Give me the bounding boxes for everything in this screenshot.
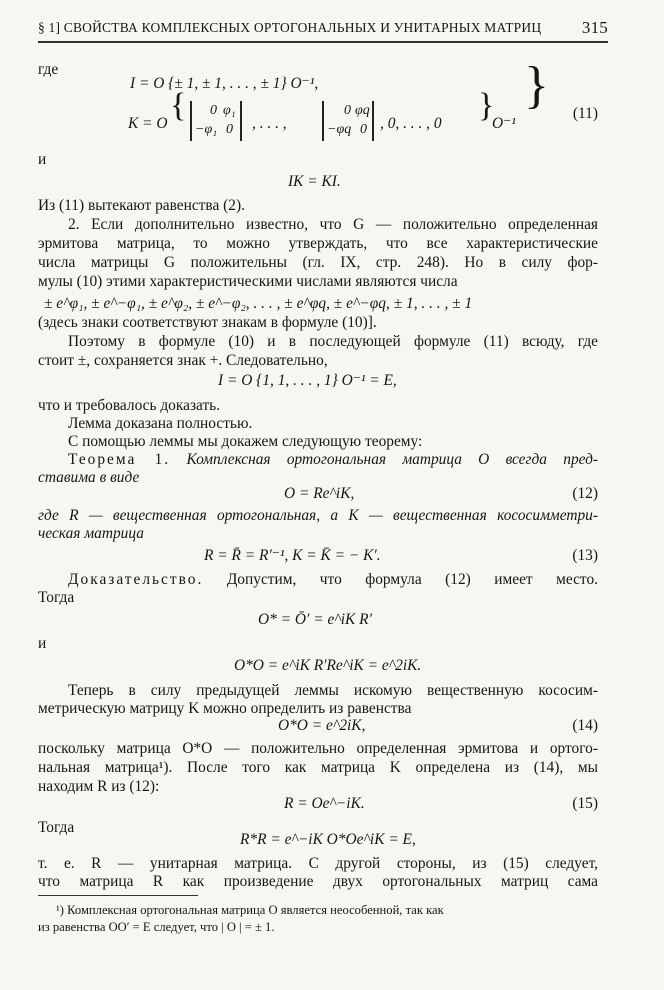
equation-K-mid: , . . . , xyxy=(252,115,287,132)
matrix-cell: 0 xyxy=(344,103,351,118)
equation-IK: IK = KI. xyxy=(288,173,341,190)
matrix-cell: −φq xyxy=(327,122,352,137)
matrix-phi1 xyxy=(190,101,242,141)
matrix-phiq xyxy=(322,101,374,141)
eqnum-15: (15) xyxy=(572,795,598,812)
brace-open: { xyxy=(170,87,187,124)
equation-15: R = Oe^−iK. xyxy=(284,795,365,812)
running-header xyxy=(38,18,608,38)
text-line: находим R из (12): xyxy=(38,778,160,795)
text-line: Поэтому в формуле (10) и в последующей формуле (11) всюду, где xyxy=(68,333,598,350)
equation-IE: I = O {1, 1, . . . , 1} O⁻¹ = E, xyxy=(218,372,397,389)
eqnum-13: (13) xyxy=(572,547,598,564)
footnote-line: из равенства OO′ = E следует, что | O | = ± 1. xyxy=(38,920,275,934)
text-line: Тогда xyxy=(38,589,75,606)
text-then: Тогда xyxy=(38,819,75,836)
equation-RR: R*R = e^−iK O*Oe^iK = E, xyxy=(240,831,416,848)
text-line: что и требовалось доказать. xyxy=(38,397,221,414)
text-and-1: и xyxy=(38,151,47,168)
text-line: нальная матрица¹). После того как матрица K определена из (14), мы xyxy=(38,759,598,776)
text-line: Лемма доказана полностью. xyxy=(68,415,253,432)
proof-title: Доказательство. xyxy=(68,571,204,588)
right-brace: } xyxy=(524,57,549,114)
theorem-line: где R — вещественная ортогональная, а K — вещественная кососимметри- xyxy=(38,507,598,524)
equation-Ostar: O* = Ō′ = e^iK R′ xyxy=(258,611,372,628)
text-line: (здесь знаки соответствуют знакам в формуле (10)]. xyxy=(38,314,377,331)
text-line: 2. Если дополнительно известно, что G — положительно определенная xyxy=(68,216,598,233)
footnote-rule xyxy=(38,895,198,896)
equation-12: O = Re^iK, xyxy=(284,485,355,502)
text-line: Из (11) вытекают равенства (2). xyxy=(38,197,245,214)
text-line: стоит ±, сохраняется знак +. Следовательно, xyxy=(38,352,328,369)
eqnum-14: (14) xyxy=(572,717,598,734)
equation-OO: O*O = e^iK R′Re^iK = e^2iK. xyxy=(234,657,422,674)
text-line: мулы (10) этими характеристическими числами являются числа xyxy=(38,273,458,290)
equation-eigenvalues: ± e^φ₁, ± e^−φ₁, ± e^φ₂, ± e^−φ₂, . . . , ± e^φq, ± e^−φq, ± 1, . . . , ± 1 xyxy=(44,295,473,312)
eqnum-12: (12) xyxy=(572,485,598,502)
footnote-line: ¹) Комплексная ортогональная матрица O является неособенной, так как xyxy=(56,903,444,917)
text-line: числа матрицы G положительны (гл. IX, стр. 248). Но в силу фор- xyxy=(38,254,598,271)
theorem-title: Теорема 1. xyxy=(68,451,171,468)
equation-I: I = O {± 1, ± 1, . . . , ± 1} O⁻¹, xyxy=(130,75,319,92)
text-line: поскольку матрица O*O — положительно определенная эрмитова и ортого- xyxy=(38,740,598,757)
header-rule xyxy=(38,41,608,43)
equation-K-tail: , 0, . . . , 0 xyxy=(380,115,442,132)
matrix-cell: φq xyxy=(355,103,370,118)
proof-text: Допустим, что формула (12) имеет место. xyxy=(226,571,598,588)
text-line: эрмитова матрица, то можно утверждать, что все характеристические xyxy=(38,235,598,252)
text-line: С помощью леммы мы докажем следующую теорему: xyxy=(68,433,423,450)
text-line: метрическую матрицу K можно определить из равенства xyxy=(38,700,412,717)
text-line: что матрица R как произведение двух ортогональных матриц сама xyxy=(38,873,598,890)
theorem-text: Комплексная ортогональная матрица O всегда пред- xyxy=(186,451,599,468)
theorem-line: ческая матрица xyxy=(38,525,144,542)
matrix-cell: 0 xyxy=(226,122,233,137)
matrix-cell: −φ₁ xyxy=(195,122,218,137)
equation-13: R = R̄ = R′⁻¹, K = K̄ = − K′. xyxy=(204,547,381,564)
equation-K-left: K = O xyxy=(128,115,168,132)
equation-14: O*O = e^2iK, xyxy=(278,717,366,734)
brace-close: } xyxy=(478,87,495,124)
matrix-cell: φ₁ xyxy=(223,103,236,118)
header-title: СВОЙСТВА КОМПЛЕКСНЫХ ОРТОГОНАЛЬНЫХ И УНИТАРНЫХ МАТРИЦ xyxy=(63,20,542,35)
theorem-line: ставима в виде xyxy=(38,469,140,486)
text-line: т. е. R — унитарная матрица. С другой стороны, из (15) следует, xyxy=(38,855,598,872)
proof-line xyxy=(38,570,598,590)
text-and-2: и xyxy=(38,635,47,652)
section-number: § 1] xyxy=(38,20,61,35)
matrix-cell: 0 xyxy=(210,103,217,118)
theorem-line xyxy=(38,450,598,470)
text-line: Теперь в силу предыдущей леммы искомую вещественную кососим- xyxy=(68,682,598,699)
page-number: 315 xyxy=(581,18,608,37)
equation-K-end: O⁻¹ xyxy=(492,115,516,132)
matrix-cell: 0 xyxy=(360,122,367,137)
eqnum-11: (11) xyxy=(572,105,598,122)
text-where: где xyxy=(38,61,59,78)
